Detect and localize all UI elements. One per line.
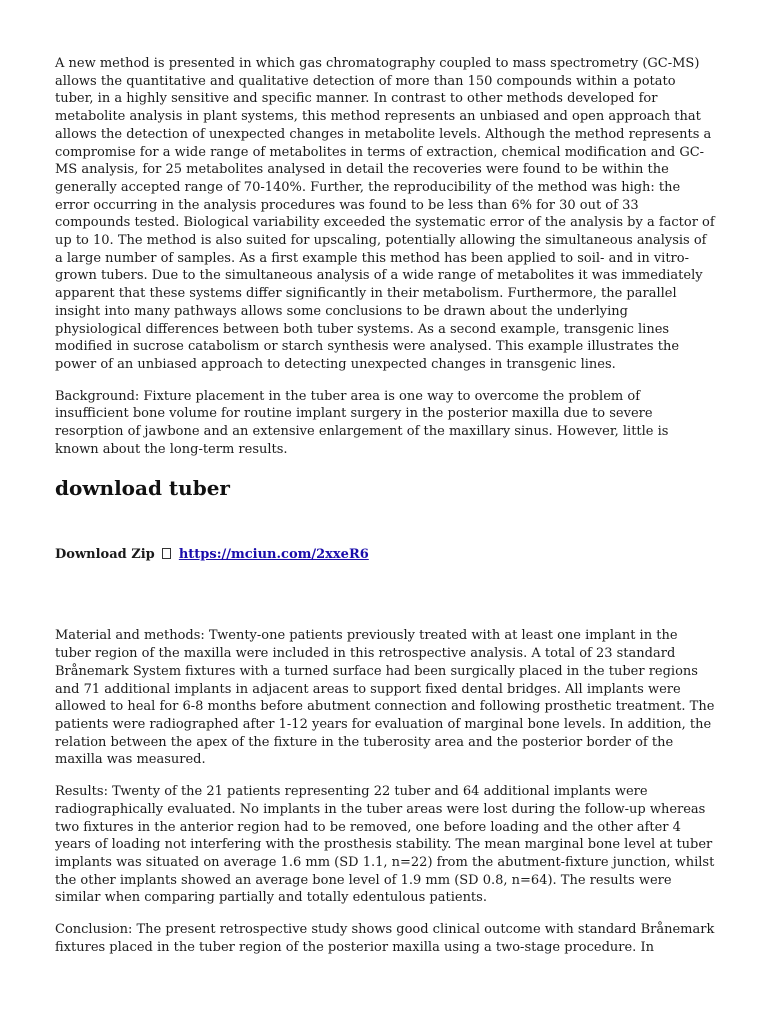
paragraph-background: Background: Fixture placement in the tuber area is one way to overcome the problem of insufficient bone volume for routine implant surgery in the posterior maxilla due to severe resorption of jawbone and an extensive enlargement of the maxillary sinus. However, little is known about the long-term results. (55, 388, 669, 457)
article-body (55, 55, 715, 970)
paragraph-conclusion: Conclusion: The present retrospective study shows good clinical outcome with standard Brånemark fixtures placed in the tuber region of the posterior maxilla using a two-stage procedure. In (55, 922, 715, 955)
download-label: Download Zip (55, 547, 155, 563)
download-link[interactable]: https://mciun.com/2xxeR6 (178, 547, 369, 563)
spacer (55, 564, 715, 627)
paragraph-material-methods: Material and methods: Twenty-one patients previously treated with at least one implant in the tuber region of the maxilla were included in this retrospective analysis. A total of 23 standard Brånemark System fixtures with a turned surface had been surgically placed in the tuber regions and 71 additional implants in adjacent areas to support fixed dental bridges. All implants were allowed to heal for 6-8 months before abutment connection and following prosthetic treatment. The patients were radiographed after 1-12 years for evaluation of marginal bone levels. In addition, the relation between the apex of the fixture in the tuberosity area and the posterior border of the maxilla was measured. (55, 628, 715, 768)
paragraph-gcms-method: A new method is presented in which gas chromatography coupled to mass spectrometry (GC-MS) allows the quantitative and qualitative detection of more than 150 compounds within a potato tuber, in a highly sensitive and specific manner. In contrast to other methods developed for metabolite analysis in plant systems, this method represents an unbiased and open approach that allows the detection of unexpected changes in metabolite levels. Although the method represents a compromise for a wide range of metabolites in terms of extraction, chemical modification and GC-MS analysis, for 25 metabolites analysed in detail the recoveries were found to be within the generally accepted range of 70-140%. Further, the reproducibility of the method was high: the error occurring in the analysis procedures was found to be less than 6% for 30 out of 33 compounds tested. Biological variability exceeded the systematic error of the analysis by a factor of up to 10. The method is also suited for upscaling, potentially allowing the simultaneous analysis of a large number of samples. As a first example this method has been applied to soil- and in vitro-grown tubers. Due to the simultaneous analysis of a wide range of metabolites it was immediately apparent that these systems differ significantly in their metabolism. Furthermore, the parallel insight into many pathways allows some conclusions to be drawn about the underlying physiological differences between both tuber systems. As a second example, transgenic lines modified in sucrose catabolism or starch synthesis were analysed. This example illustrates the power of an unbiased approach to detecting unexpected changes in transgenic lines. (55, 56, 715, 372)
download-line (55, 546, 715, 564)
box-glyph-icon (162, 548, 171, 559)
paragraph-results: Results: Twenty of the 21 patients representing 22 tuber and 64 additional implants were radiographically evaluated. No implants in the tuber areas were lost during the follow-up whereas two fixtures in the anterior region had to be removed, one before loading and the other after 4 years of loading not interfering with the prosthesis stability. The mean marginal bone level at tuber implants was situated on average 1.6 mm (SD 1.1, n=22) from the abutment-fixture junction, whilst the other implants showed an average bone level of 1.9 mm (SD 0.8, n=64). The results were similar when comparing partially and totally edentulous patients. (55, 784, 715, 906)
page-heading: download tuber (55, 476, 230, 501)
